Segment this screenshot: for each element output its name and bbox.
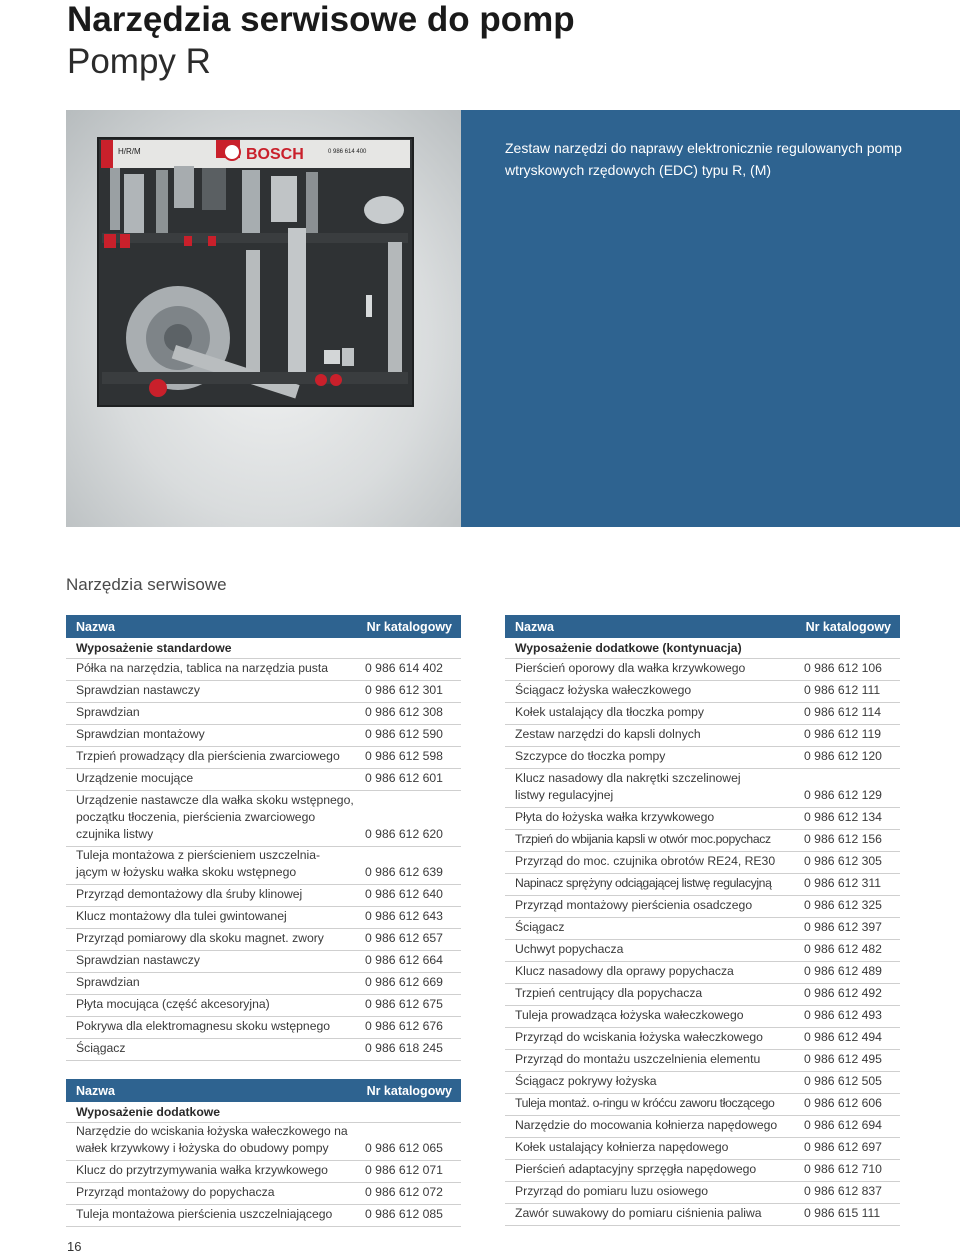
table-row [66, 791, 461, 847]
table-row [66, 769, 461, 791]
intro-text: Zestaw narzędzi do naprawy elektronicznie regulowanych pomp wtryskowych rzędowych (EDC) typu R, (M) [505, 140, 902, 178]
item-code: 0 986 612 598 [365, 749, 443, 763]
table-row [505, 896, 900, 918]
item-name: Przyrząd montażowy do popychacza [76, 1185, 275, 1199]
table-row [66, 847, 461, 885]
table-row [505, 1182, 900, 1204]
item-code: 0 986 612 601 [365, 771, 443, 785]
table-group-heading: Wyposażenie dodatkowe (kontynuacja) [505, 638, 900, 659]
table-row [66, 725, 461, 747]
table-header [66, 615, 461, 638]
item-code: 0 986 612 837 [804, 1184, 882, 1198]
item-name: Kołek ustalający kołnierza napędowego [515, 1140, 729, 1154]
item-name: Ściągacz pokrywy łożyska [515, 1074, 657, 1088]
table-row [66, 995, 461, 1017]
item-name: Klucz nasadowy dla nakrętki szczelinowej listwy regulacyjnej [515, 771, 741, 802]
item-code: 0 986 612 114 [804, 705, 882, 719]
table-row [505, 1028, 900, 1050]
board-model-label: H/R/M [118, 147, 141, 156]
item-code: 0 986 612 620 [365, 827, 443, 841]
table-row [505, 830, 900, 852]
column-name-header: Nazwa [76, 619, 115, 634]
item-name: Płyta do łożyska wałka krzywkowego [515, 810, 715, 824]
item-code: 0 986 614 402 [365, 661, 443, 675]
table-row [66, 1039, 461, 1061]
item-name: Sprawdzian montażowy [76, 727, 205, 741]
table-row [505, 1094, 900, 1116]
tool-board-illustration [66, 110, 461, 527]
item-code: 0 986 612 311 [804, 876, 882, 890]
standard-equipment-table [66, 615, 461, 1061]
item-code: 0 986 612 489 [804, 964, 882, 978]
item-name: Klucz nasadowy dla oprawy popychacza [515, 964, 734, 978]
item-code: 0 986 612 639 [365, 865, 443, 879]
item-name: Tuleja montażowa z pierścieniem uszczelnia-jącym w łożysku wałka skoku wstępnego [76, 848, 321, 879]
item-name: Płyta mocująca (część akcesoryjna) [76, 997, 270, 1011]
item-code: 0 986 612 129 [804, 788, 882, 802]
table-row [66, 1183, 461, 1205]
table-row [66, 885, 461, 907]
item-name: Ściągacz [76, 1041, 126, 1055]
table-row [66, 929, 461, 951]
table-row [505, 918, 900, 940]
board-brand-label: BOSCH [246, 146, 304, 163]
column-code-header: Nr katalogowy [805, 619, 891, 634]
table-row [66, 1123, 461, 1161]
table-row [66, 1017, 461, 1039]
table-row [505, 1050, 900, 1072]
item-name: Przyrząd montażowy pierścienia osadczego [515, 898, 753, 912]
table-header [66, 1079, 461, 1102]
table-row [66, 1161, 461, 1183]
table-row [66, 747, 461, 769]
item-name: Przyrząd do moc. czujnika obrotów RE24, RE30 [515, 854, 776, 868]
table-row [505, 681, 900, 703]
table-row [505, 1006, 900, 1028]
item-code: 0 986 612 111 [804, 683, 881, 697]
item-name: Urządzenie mocujące [76, 771, 194, 785]
item-name: Pokrywa dla elektromagnesu skoku wstępnego [76, 1019, 331, 1033]
item-name: Tuleja montaż. o-ringu w króćcu zaworu tłoczącego [515, 1096, 775, 1110]
additional-equipment-table [66, 1079, 461, 1227]
page-number: 16 [67, 1239, 82, 1254]
item-name: Klucz do przytrzymywania wałka krzywkowego [76, 1163, 328, 1177]
item-name: Przyrząd do montażu uszczelnienia elementu [515, 1052, 761, 1066]
table-row [66, 973, 461, 995]
table-header [505, 615, 900, 638]
item-code: 0 986 615 111 [804, 1206, 881, 1220]
item-name: Przyrząd do pomiaru luzu osiowego [515, 1184, 709, 1198]
table-row [66, 703, 461, 725]
item-name: Zestaw narzędzi do kapsli dolnych [515, 727, 701, 741]
item-name: Trzpień centrujący dla popychacza [515, 986, 703, 1000]
item-name: Narzędzie do mocowania kołnierza napędowego [515, 1118, 778, 1132]
additional-equipment-continued-table [505, 615, 900, 1226]
table-row [505, 703, 900, 725]
item-code: 0 986 612 493 [804, 1008, 882, 1022]
item-name: Napinacz sprężyny odciągającej listwę regulacyjną [515, 876, 772, 890]
item-name: Urządzenie nastawcze dla wałka skoku wstępnego, początku tłoczenia, pierścienia zwarciowego czujnika listwy [76, 793, 354, 841]
item-name: Sprawdzian nastawczy [76, 953, 200, 967]
item-name: Szczypce do tłoczka pompy [515, 749, 666, 763]
table-row [505, 1138, 900, 1160]
item-name: Pierścień adaptacyjny sprzęgła napędowego [515, 1162, 757, 1176]
item-code: 0 986 612 676 [365, 1019, 443, 1033]
item-code: 0 986 612 065 [365, 1141, 443, 1155]
tool-board-photo [66, 110, 461, 527]
item-code: 0 986 612 482 [804, 942, 882, 956]
column-name-header: Nazwa [515, 619, 554, 634]
table-row [66, 951, 461, 973]
item-code: 0 986 612 664 [365, 953, 443, 967]
item-code: 0 986 612 308 [365, 705, 443, 719]
item-name: Sprawdzian [76, 975, 140, 989]
item-code: 0 986 612 694 [804, 1118, 882, 1132]
item-code: 0 986 612 606 [804, 1096, 882, 1110]
table-row [505, 984, 900, 1006]
item-name: Tuleja prowadząca łożyska wałeczkowego [515, 1008, 744, 1022]
table-row [505, 769, 900, 808]
item-code: 0 986 618 245 [365, 1041, 443, 1055]
item-name: Klucz montażowy dla tulei gwintowanej [76, 909, 287, 923]
item-name: Przyrząd pomiarowy dla skoku magnet. zwory [76, 931, 324, 945]
item-code: 0 986 612 675 [365, 997, 443, 1011]
table-row [505, 808, 900, 830]
column-code-header: Nr katalogowy [366, 619, 452, 634]
table-row [505, 725, 900, 747]
item-name: Uchwyt popychacza [515, 942, 624, 956]
item-code: 0 986 612 494 [804, 1030, 882, 1044]
item-name: Narzędzie do wciskania łożyska wałeczkowego na wałek krzywkowy i łożyska do obudowy pompy [76, 1124, 348, 1155]
item-code: 0 986 612 085 [365, 1207, 443, 1221]
item-name: Tuleja montażowa pierścienia uszczelniającego [76, 1207, 333, 1221]
intro-panel [461, 110, 960, 527]
item-name: Zawór suwakowy do pomiaru ciśnienia paliwa [515, 1206, 762, 1220]
table-row [505, 747, 900, 769]
item-code: 0 986 612 643 [365, 909, 443, 923]
table-group-heading: Wyposażenie standardowe [66, 638, 461, 659]
item-name: Trzpień prowadzący dla pierścienia zwarciowego [76, 749, 340, 763]
item-name: Pierścień oporowy dla wałka krzywkowego [515, 661, 746, 675]
table-row [505, 1204, 900, 1226]
table-row [505, 852, 900, 874]
page-subtitle: Pompy R [67, 42, 211, 81]
item-code: 0 986 612 657 [365, 931, 443, 945]
page-title: Narzędzia serwisowe do pomp [67, 0, 575, 39]
item-code: 0 986 612 505 [804, 1074, 882, 1088]
item-name: Przyrząd demontażowy dla śruby klinowej [76, 887, 303, 901]
item-code: 0 986 612 120 [804, 749, 882, 763]
item-code: 0 986 612 119 [804, 727, 882, 741]
table-row [505, 1072, 900, 1094]
item-code: 0 986 612 492 [804, 986, 882, 1000]
item-code: 0 986 612 640 [365, 887, 443, 901]
column-name-header: Nazwa [76, 1083, 115, 1098]
table-row [66, 1205, 461, 1227]
item-code: 0 986 612 305 [804, 854, 882, 868]
table-row [66, 681, 461, 703]
item-code: 0 986 612 590 [365, 727, 443, 741]
table-row [505, 874, 900, 896]
item-code: 0 986 612 495 [804, 1052, 882, 1066]
item-name: Sprawdzian [76, 705, 140, 719]
item-name: Ściągacz łożyska wałeczkowego [515, 683, 692, 697]
table-row [66, 659, 461, 681]
item-name: Półka na narzędzia, tablica na narzędzia pusta [76, 661, 329, 675]
item-code: 0 986 612 156 [804, 832, 882, 846]
table-row [505, 659, 900, 681]
item-code: 0 986 612 397 [804, 920, 882, 934]
table-group-heading: Wyposażenie dodatkowe [66, 1102, 461, 1123]
section-title: Narzędzia serwisowe [66, 575, 227, 594]
item-name: Kołek ustalający dla tłoczka pompy [515, 705, 705, 719]
item-name: Przyrząd do wciskania łożyska wałeczkowego [515, 1030, 763, 1044]
item-name: Sprawdzian nastawczy [76, 683, 200, 697]
item-code: 0 986 612 106 [804, 661, 882, 675]
item-code: 0 986 612 710 [804, 1162, 882, 1176]
table-row [505, 1160, 900, 1182]
item-code: 0 986 612 669 [365, 975, 443, 989]
item-code: 0 986 612 301 [365, 683, 443, 697]
board-part-number: 0 986 614 400 [328, 149, 367, 155]
item-code: 0 986 612 072 [365, 1185, 443, 1199]
item-name: Trzpień do wbijania kapsli w otwór moc.popychacz [515, 832, 771, 846]
item-code: 0 986 612 071 [365, 1163, 443, 1177]
item-name: Ściągacz [515, 920, 565, 934]
item-code: 0 986 612 697 [804, 1140, 882, 1154]
table-row [505, 1116, 900, 1138]
column-code-header: Nr katalogowy [366, 1083, 452, 1098]
item-code: 0 986 612 134 [804, 810, 882, 824]
table-row [505, 940, 900, 962]
item-code: 0 986 612 325 [804, 898, 882, 912]
table-row [66, 907, 461, 929]
table-row [505, 962, 900, 984]
